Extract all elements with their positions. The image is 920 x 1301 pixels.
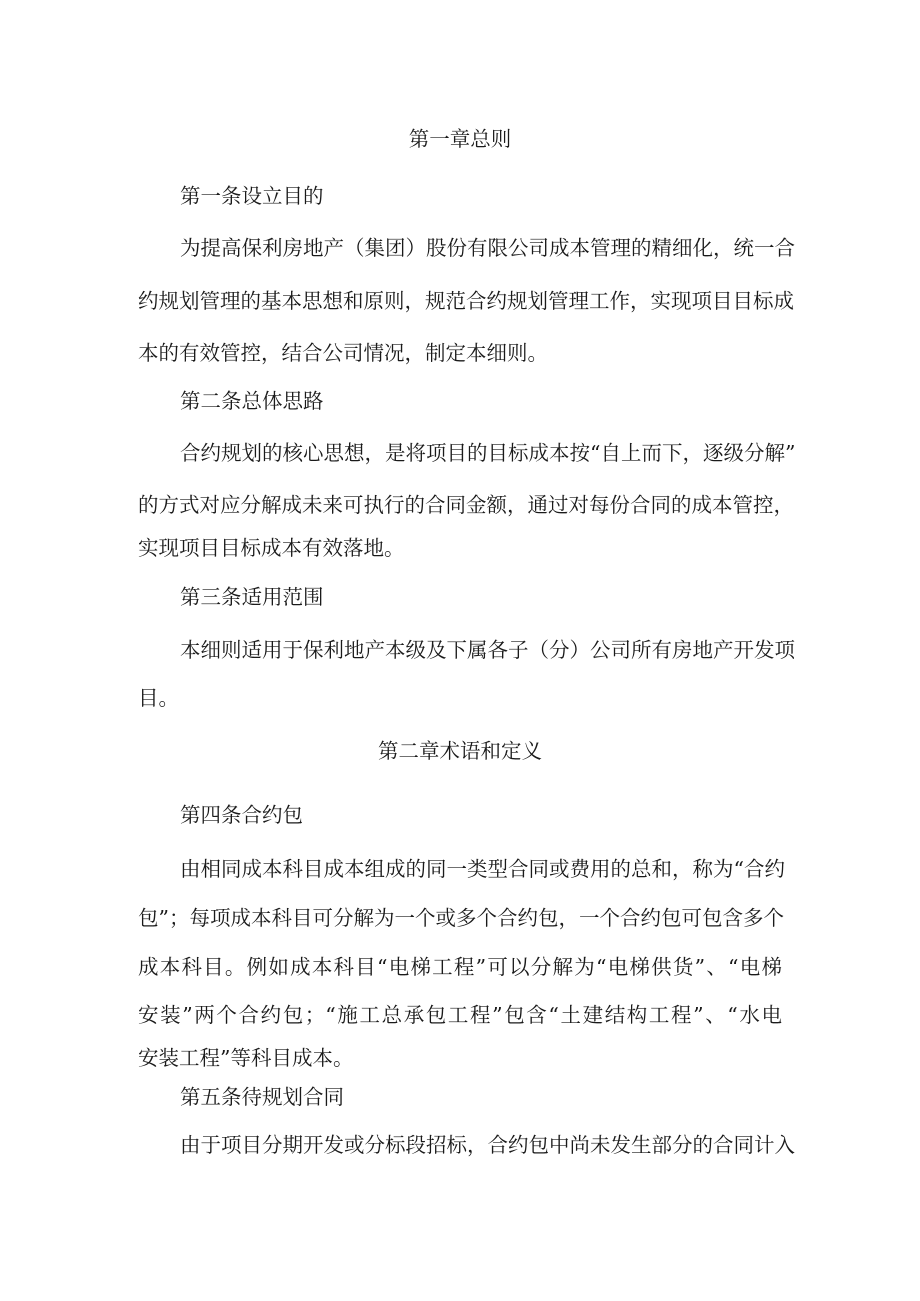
article-2-line-3: 实现项目目标成本有效落地。 bbox=[138, 536, 405, 560]
article-2-line-2: 的方式对应分解成未来可执行的合同金额，通过对每份合同的成本管控， bbox=[138, 493, 794, 517]
article-4-line-5: 安装工程”等科目成本。 bbox=[138, 1046, 354, 1070]
chapter-2-title: 第二章术语和定义 bbox=[378, 739, 542, 763]
article-4-line-3: 成本科目。例如成本科目“电梯工程”可以分解为“电梯供货”、“电梯 bbox=[138, 955, 782, 979]
article-4-line-2: 包”；每项成本科目可分解为一个或多个合约包，一个合约包可包含多个 bbox=[138, 906, 784, 930]
article-5-heading: 第五条待规划合同 bbox=[180, 1085, 344, 1109]
chapter-1-title: 第一章总则 bbox=[408, 127, 512, 151]
article-1-heading: 第一条设立目的 bbox=[180, 184, 324, 208]
article-5-line-1: 由于项目分期开发或分标段招标，合约包中尚未发生部分的合同计入 bbox=[180, 1133, 795, 1157]
article-3-line-2: 目。 bbox=[138, 686, 179, 710]
article-1-line-1: 为提高保利房地产（集团）股份有限公司成本管理的精细化，统一合 bbox=[180, 236, 795, 260]
article-1-line-3: 本的有效管控，结合公司情况，制定本细则。 bbox=[138, 341, 548, 365]
article-3-line-1: 本细则适用于保利地产本级及下属各子（分）公司所有房地产开发项 bbox=[180, 638, 795, 662]
article-4-line-1: 由相同成本科目成本组成的同一类型合同或费用的总和，称为“合约 bbox=[180, 857, 785, 881]
article-3-heading: 第三条适用范围 bbox=[180, 585, 324, 609]
article-4-line-4: 安装”两个合约包；“施工总承包工程”包含“土建结构工程”、“水电 bbox=[138, 1003, 782, 1027]
article-4-heading: 第四条合约包 bbox=[180, 803, 303, 827]
article-2-heading: 第二条总体思路 bbox=[180, 389, 324, 413]
article-1-line-2: 约规划管理的基本思想和原则，规范合约规划管理工作，实现项目目标成 bbox=[138, 289, 794, 313]
article-2-line-1: 合约规划的核心思想，是将项目的目标成本按“自上而下，逐级分解” bbox=[180, 441, 796, 465]
